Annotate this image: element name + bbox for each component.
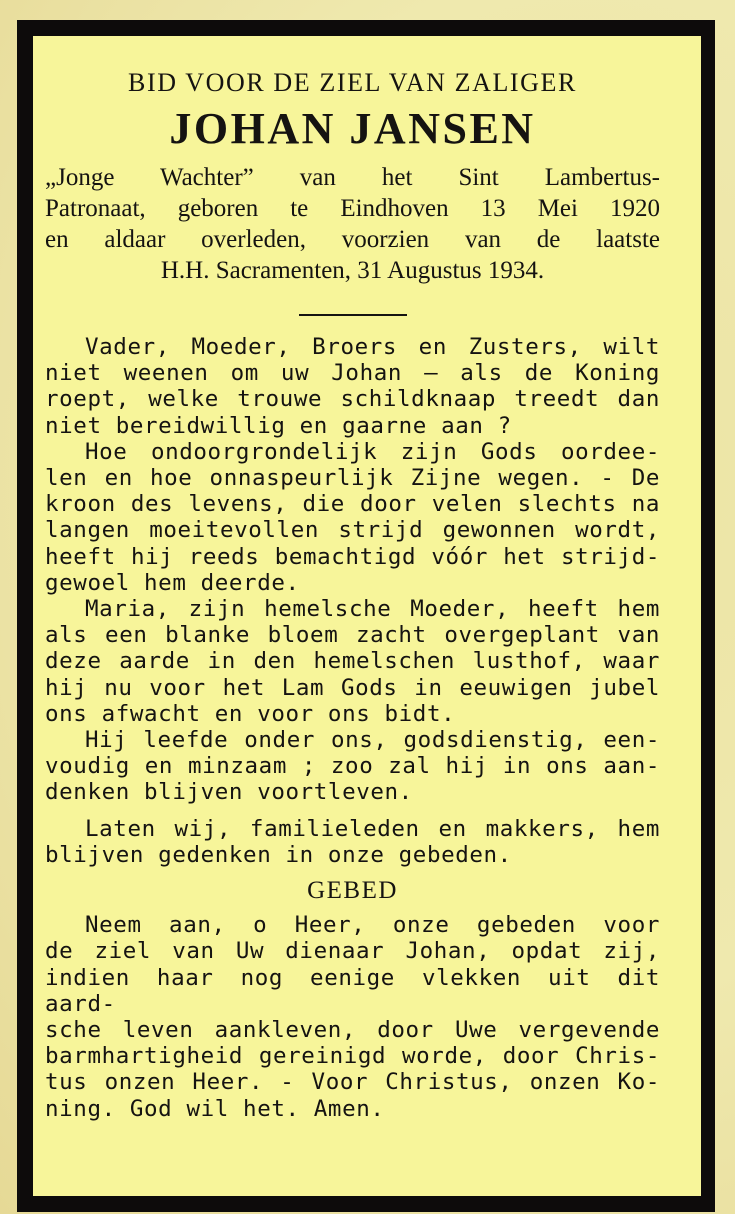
paragraph-line: niet weenen om uw Johan — als de Koning bbox=[45, 360, 660, 387]
paragraph-gap bbox=[45, 806, 660, 816]
paragraph bbox=[45, 439, 660, 596]
paragraph-line: ons afwacht en voor ons bidt. bbox=[45, 700, 456, 727]
paragraph-line: gewoel hem deerde. bbox=[45, 569, 300, 596]
prayer-line: indien haar nog eenige vlekken uit dit aard- bbox=[45, 964, 660, 1017]
divider-rule bbox=[299, 314, 407, 316]
paragraph-line: Laten wij, familieleden en makkers, hem bbox=[85, 815, 660, 842]
paragraph-line: heeft hij reeds bemachtigd vóór het strijd- bbox=[45, 543, 660, 570]
paragraph bbox=[45, 334, 660, 439]
paragraph-line: len en hoe onnaspeurlijk Zijne wegen. - De bbox=[45, 465, 660, 492]
paragraph bbox=[45, 816, 660, 868]
paragraph bbox=[45, 727, 660, 806]
prayer-line: ning. God wil het. Amen. bbox=[45, 1095, 385, 1122]
intro-line: en aldaar overleden, voorzien van de laatste bbox=[45, 226, 660, 253]
paragraph-line: als een blanke bloem zacht overgeplant van bbox=[45, 622, 660, 649]
intro-line: Patronaat, geboren te Eindhoven 13 Mei 1920 bbox=[45, 195, 660, 222]
intro-line: „Jonge Wachter” van het Sint Lambertus- bbox=[45, 164, 660, 191]
prayer-line: barmhartigheid gereinigd worde, door Chris- bbox=[45, 1043, 660, 1070]
paragraph-line: kroon des levens, die door velen slechts na bbox=[45, 491, 660, 518]
prayer-line: tus onzen Heer. - Voor Christus, onzen Ko- bbox=[45, 1069, 660, 1096]
paragraph-line: langen moeitevollen strijd gewonnen wordt, bbox=[45, 517, 660, 544]
card-header: BID VOOR DE ZIEL VAN ZALIGER bbox=[128, 68, 577, 97]
intro-text bbox=[45, 162, 660, 286]
prayer-title: GEBED bbox=[307, 877, 398, 905]
paragraph-line: Vader, Moeder, Broers en Zusters, wilt bbox=[85, 334, 660, 360]
deceased-name: JOHAN JANSEN bbox=[169, 104, 536, 153]
paragraph-line: voudig en minzaam ; zoo zal hij in ons aan- bbox=[45, 753, 660, 780]
memorial-card-content bbox=[45, 48, 660, 1122]
paragraph-line: denken blijven voortleven. bbox=[45, 779, 413, 806]
paragraph-line: hij nu voor het Lam Gods in eeuwigen jubel bbox=[45, 674, 660, 701]
paragraph bbox=[45, 596, 660, 727]
paragraph-line: deze aarde in den hemelschen lusthof, waar bbox=[45, 648, 660, 675]
paragraph-line: niet bereidwillig en gaarne aan ? bbox=[45, 412, 512, 439]
prayer-line: de ziel van Uw dienaar Johan, opdat zij, bbox=[45, 938, 660, 965]
paragraph-line: Maria, zijn hemelsche Moeder, heeft hem bbox=[85, 596, 660, 623]
paragraph-line: blijven gedenken in onze gebeden. bbox=[45, 841, 512, 868]
paragraph-line: roept, welke trouwe schildknaap treedt dan bbox=[45, 386, 660, 413]
card-body bbox=[45, 334, 660, 1122]
intro-line: H.H. Sacramenten, 31 Augustus 1934. bbox=[160, 257, 545, 284]
paragraph-line: Hoe ondoorgrondelijk zijn Gods oordee- bbox=[85, 438, 660, 465]
prayer-line: Neem aan, o Heer, onze gebeden voor bbox=[85, 912, 660, 939]
prayer-line: sche leven aankleven, door Uwe vergevende bbox=[45, 1017, 660, 1044]
prayer-text bbox=[45, 912, 660, 1122]
paragraph-line: Hij leefde onder ons, godsdienstig, een- bbox=[85, 727, 660, 754]
